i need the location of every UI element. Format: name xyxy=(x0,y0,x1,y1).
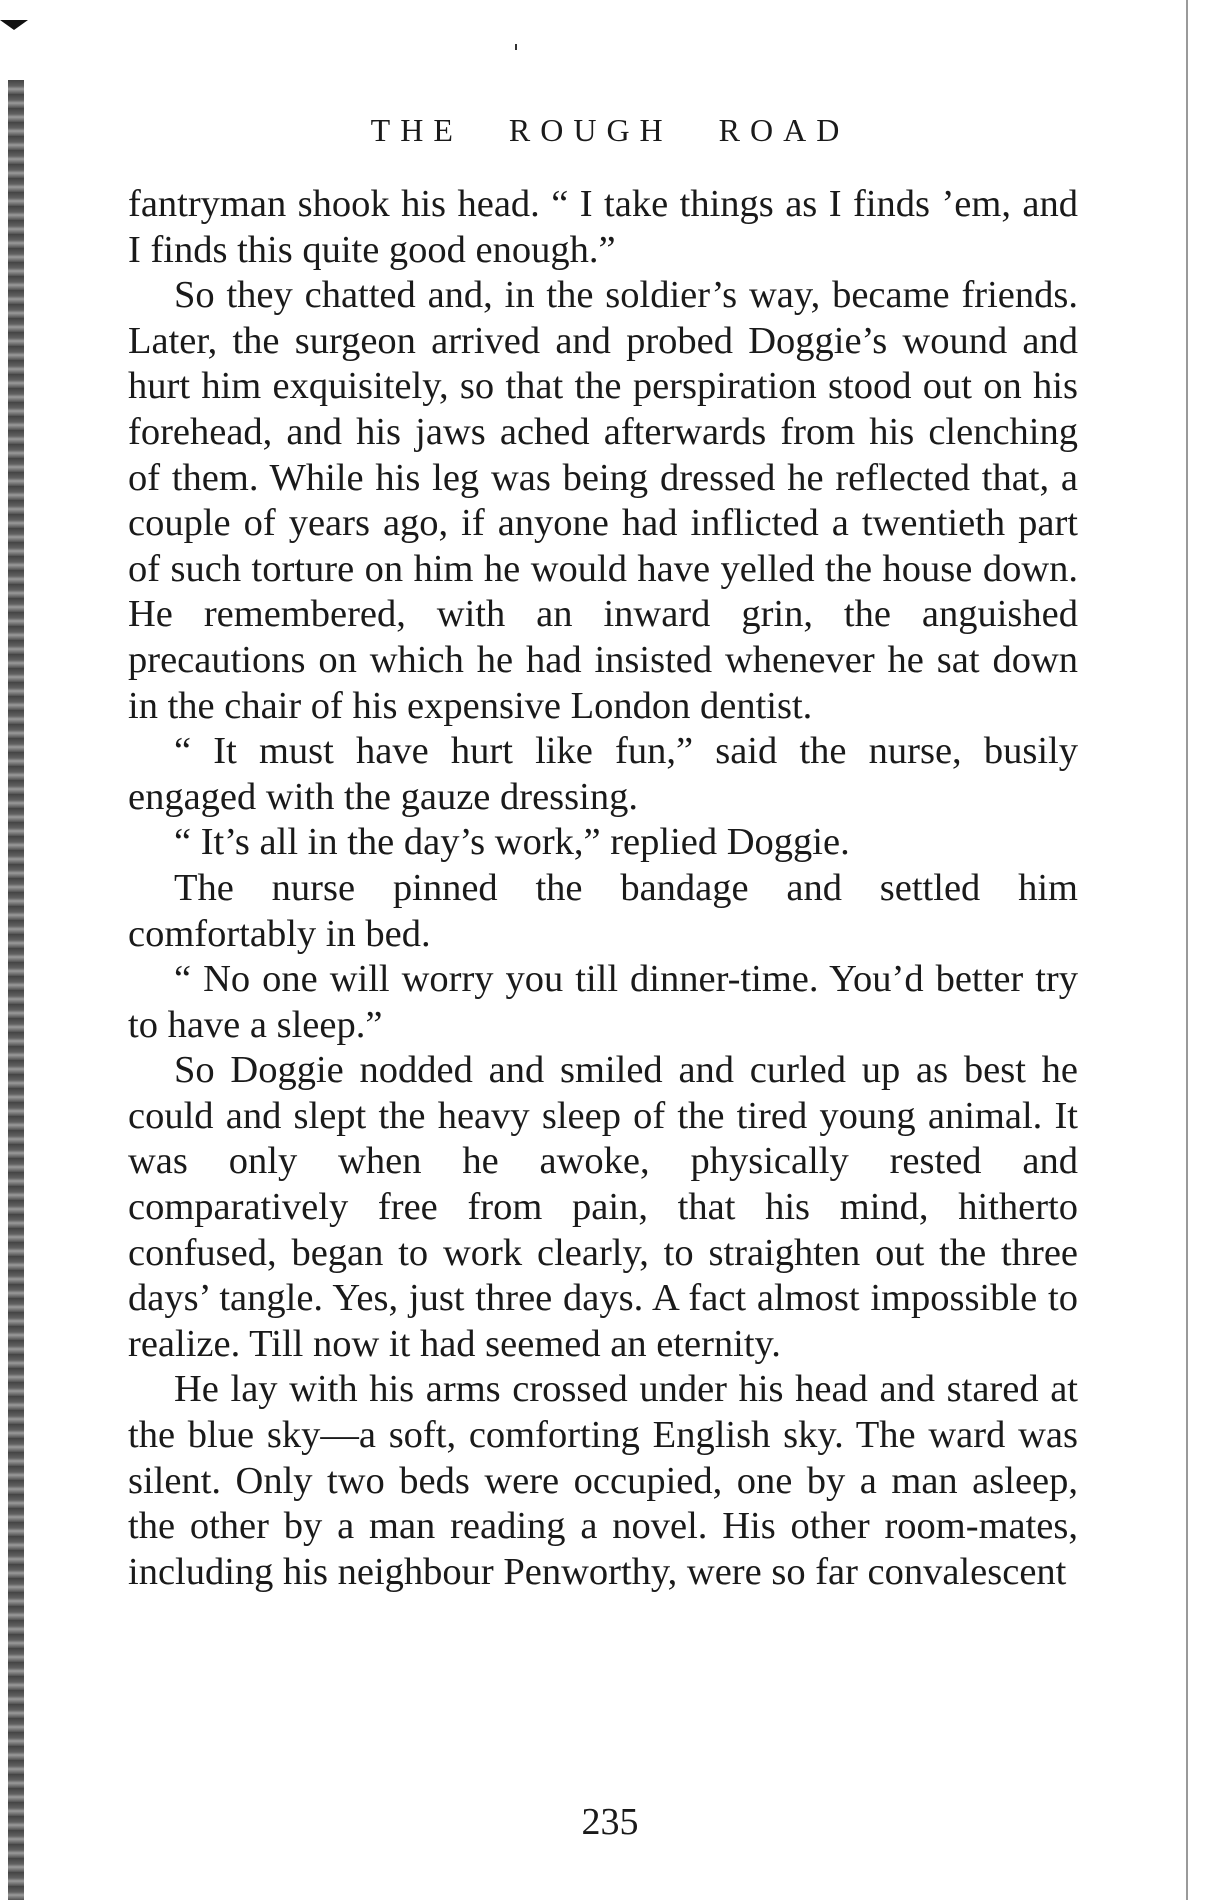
body-text xyxy=(128,182,1078,1595)
paragraph: The nurse pinned the bandage and settled him comfortably in bed. xyxy=(128,866,1078,955)
binding-marker xyxy=(0,20,28,30)
paragraph: fantryman shook his head. “ I take things as I finds ’em, and I finds this quite good enough.” xyxy=(128,183,1078,271)
paragraph: “ No one will worry you till dinner-time. You’d better try to have a sleep.” xyxy=(128,958,1078,1046)
paragraph: So Doggie nodded and smiled and curled up as best he could and slept the heavy sleep of the tired young animal. It was only when he awoke, physically rested and comparatively free from pain, that his mind, hitherto confused, began to work clearly, to straighten out the three days’ tangle. Yes, just three days. A fact almost impossible to realize. Till now it had seemed an eternity. xyxy=(128,1049,1078,1365)
page-number: 235 xyxy=(581,1801,639,1843)
paragraph: “ It’s all in the day’s work,” replied Doggie. xyxy=(174,821,850,864)
scan-binding-edge xyxy=(8,80,24,1900)
paragraph: So they chatted and, in the soldier’s way, became friends. Later, the surgeon arrived and probed Doggie’s wound and hurt him exquisitely, so that the perspiration stood out on his forehead, and his jaws ached afterwards from his clenching of them. While his leg was being dressed he reflected that, a couple of years ago, if anyone had inflicted a twentieth part of such torture on him he would have yelled the house down. He remembered, with an inward grin, the anguished precautions on which he had insisted whenever he sat down in the chair of his expensive London dentist. xyxy=(128,274,1078,727)
scan-speck xyxy=(515,44,517,50)
paragraph: He lay with his arms crossed under his head and stared at the blue sky—a soft, comforting English sky. The ward was silent. Only two beds were occupied, one by a man asleep, the other by a man reading a novel. His other room-mates, including his neighbour Penworthy, were so far convalescent xyxy=(128,1368,1078,1593)
running-head: THE ROUGH ROAD xyxy=(370,112,850,148)
page-right-edge xyxy=(1186,0,1188,1900)
paragraph: “ It must have hurt like fun,” said the nurse, busily engaged with the gauze dressing. xyxy=(128,730,1078,818)
